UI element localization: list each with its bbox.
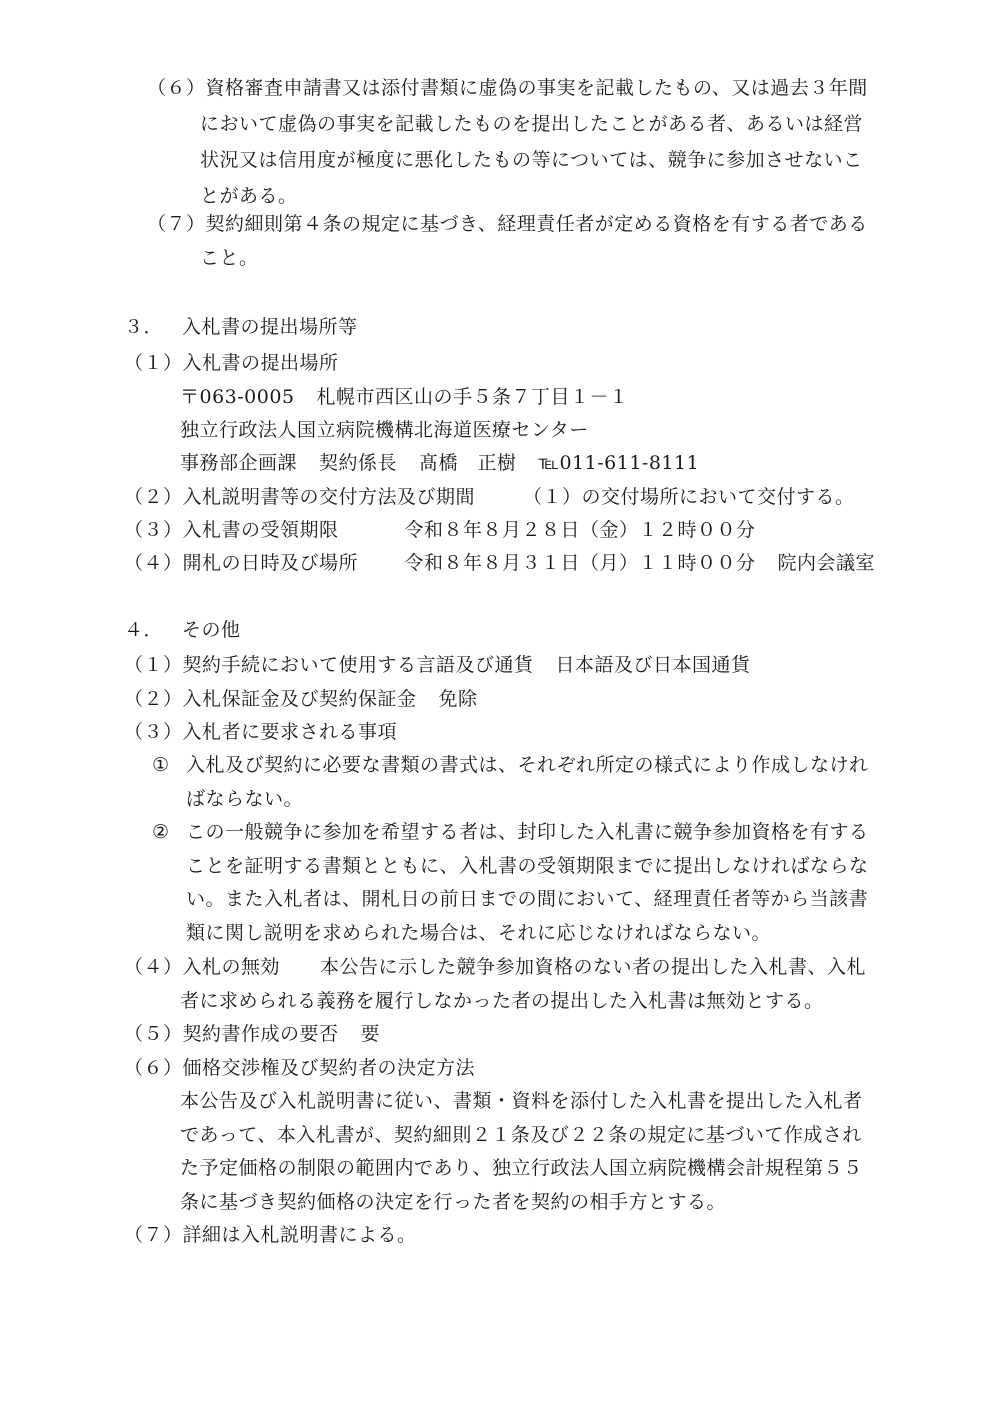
item-label: 開札の日時及び場所 [182, 552, 359, 574]
s3-contact-line [180, 451, 699, 475]
item-label: 入札説明書等の交付方法及び期間 [182, 486, 476, 508]
item-number: （７） [147, 213, 206, 235]
s4-item3-sub1-line1 [152, 753, 869, 777]
s3-item2 [124, 485, 855, 509]
section-title: その他 [182, 619, 241, 641]
s3-item4 [124, 551, 875, 575]
s4-item6-line3: た予定価格の制限の範囲内であり、独立行政法人国立病院機構会計規程第５５ [180, 1157, 863, 1179]
item-label: 契約手続において使用する言語及び通貨 [182, 654, 534, 676]
item-place: 院内会議室 [777, 552, 876, 574]
s4-item3-sub1-line2: ばならない。 [186, 788, 304, 810]
s4-item4-line2: 者に求められる義務を履行しなかった者の提出した入札書は無効とする。 [180, 990, 824, 1012]
item-number: （２） [124, 486, 183, 508]
s3-item3 [124, 518, 756, 542]
item-number: （７） [124, 1224, 183, 1246]
item-number: （４） [124, 956, 183, 978]
contact-person: 髙橋 正樹 [419, 452, 517, 474]
postal-code: 〒063-0005 [180, 386, 295, 408]
section-number: ３． [124, 316, 164, 338]
s4-item4-line1 [124, 955, 866, 979]
circled-number: ② [152, 821, 170, 843]
s4-item6 [124, 1056, 475, 1080]
role: 契約係長 [319, 452, 398, 474]
department: 事務部企画課 [180, 452, 298, 474]
section4-heading [124, 618, 241, 642]
item-number: （１） [124, 352, 183, 374]
item-label: 契約書作成の要否 [182, 1023, 339, 1045]
item-value: （１）の交付場所において交付する。 [523, 486, 855, 508]
item-label: 入札の無効 [182, 956, 281, 978]
s3-organization: 独立行政法人国立病院機構北海道医療センター [180, 419, 589, 441]
paragraph-text: 資格審査申請書又は添付書類に虚偽の事実を記載したもの、又は過去３年間 [205, 77, 868, 99]
s4-item6-line1: 本公告及び入札説明書に従い、書類・資料を添付した入札書を提出した入札者 [180, 1090, 863, 1112]
s2-item6-line2: において虚偽の事実を記載したものを提出したことがある者、あるいは経営 [200, 113, 864, 135]
item-value: 免除 [438, 688, 478, 710]
s2-item7-line2: こと。 [200, 247, 259, 269]
s4-item7 [124, 1223, 417, 1247]
item-label: 入札保証金及び契約保証金 [182, 688, 417, 710]
item-label: 入札書の受領期限 [182, 519, 339, 541]
item-number: （３） [124, 721, 183, 743]
item-number: （３） [124, 519, 183, 541]
item-number: （５） [124, 1023, 183, 1045]
paragraph-text: この一般競争に参加を希望する者は、封印した入札書に競争参加資格を有する [186, 821, 869, 843]
phone-number: ℡011-611-8111 [538, 452, 700, 474]
item-value: 日本語及び日本国通貨 [555, 654, 751, 676]
item-label: 入札書の提出場所 [182, 352, 339, 374]
paragraph-text: 本公告に示した競争参加資格のない者の提出した入札書、入札 [320, 956, 867, 978]
s4-item3-sub2-line1 [152, 820, 869, 844]
paragraph-text: 契約細則第４条の規定に基づき、経理責任者が定める資格を有する者である [205, 213, 868, 235]
item-value: 要 [360, 1023, 381, 1045]
s4-item2 [124, 687, 478, 711]
paragraph-text: 入札及び契約に必要な書類の書式は、それぞれ所定の様式により作成しなけれ [186, 754, 869, 776]
s4-item3-sub2-line3: い。また入札者は、開札日の前日までの間において、経理責任者等から当該書 [186, 888, 869, 910]
s4-item3-sub2-line2: ことを証明する書類とともに、入札書の受領期限までに提出しなければならな [186, 855, 869, 877]
s4-item6-line4: 条に基づき契約価格の決定を行った者を契約の相手方とする。 [180, 1191, 727, 1213]
section3-heading [124, 315, 358, 339]
item-number: （１） [124, 654, 183, 676]
item-number: （６） [147, 77, 206, 99]
s4-item6-line2: であって、本入札書が、契約細則２１条及び２２条の規定に基づいて作成され [180, 1124, 862, 1146]
s4-item3 [124, 720, 397, 744]
item-label: 価格交渉権及び契約者の決定方法 [182, 1057, 476, 1079]
s4-item5 [124, 1022, 380, 1046]
s2-item6-line3: 状況又は信用度が極度に悪化したもの等については、競争に参加させないこ [200, 149, 863, 171]
s3-item1 [124, 351, 339, 375]
s2-item7-line1 [147, 212, 868, 236]
item-number: （２） [124, 688, 183, 710]
s2-item6-line4: とがある。 [200, 185, 298, 207]
s4-item1 [124, 653, 751, 677]
item-value: 令和８年８月２８日（金）１２時００分 [404, 519, 756, 541]
section-title: 入札書の提出場所等 [182, 316, 358, 338]
circled-number: ① [152, 754, 170, 776]
item-number: （４） [124, 552, 183, 574]
s3-address-line [180, 385, 629, 409]
item-label: 入札者に要求される事項 [182, 721, 398, 743]
item-label: 詳細は入札説明書による。 [182, 1224, 417, 1246]
s4-item3-sub2-line4: 類に関し説明を求められた場合は、それに応じなければならない。 [186, 922, 772, 944]
item-value: 令和８年８月３１日（月）１１時００分 [404, 552, 756, 574]
address: 札幌市西区山の手５条７丁目１－１ [316, 386, 629, 408]
s2-item6-line1 [147, 76, 868, 100]
item-number: （６） [124, 1057, 183, 1079]
section-number: ４． [124, 619, 164, 641]
